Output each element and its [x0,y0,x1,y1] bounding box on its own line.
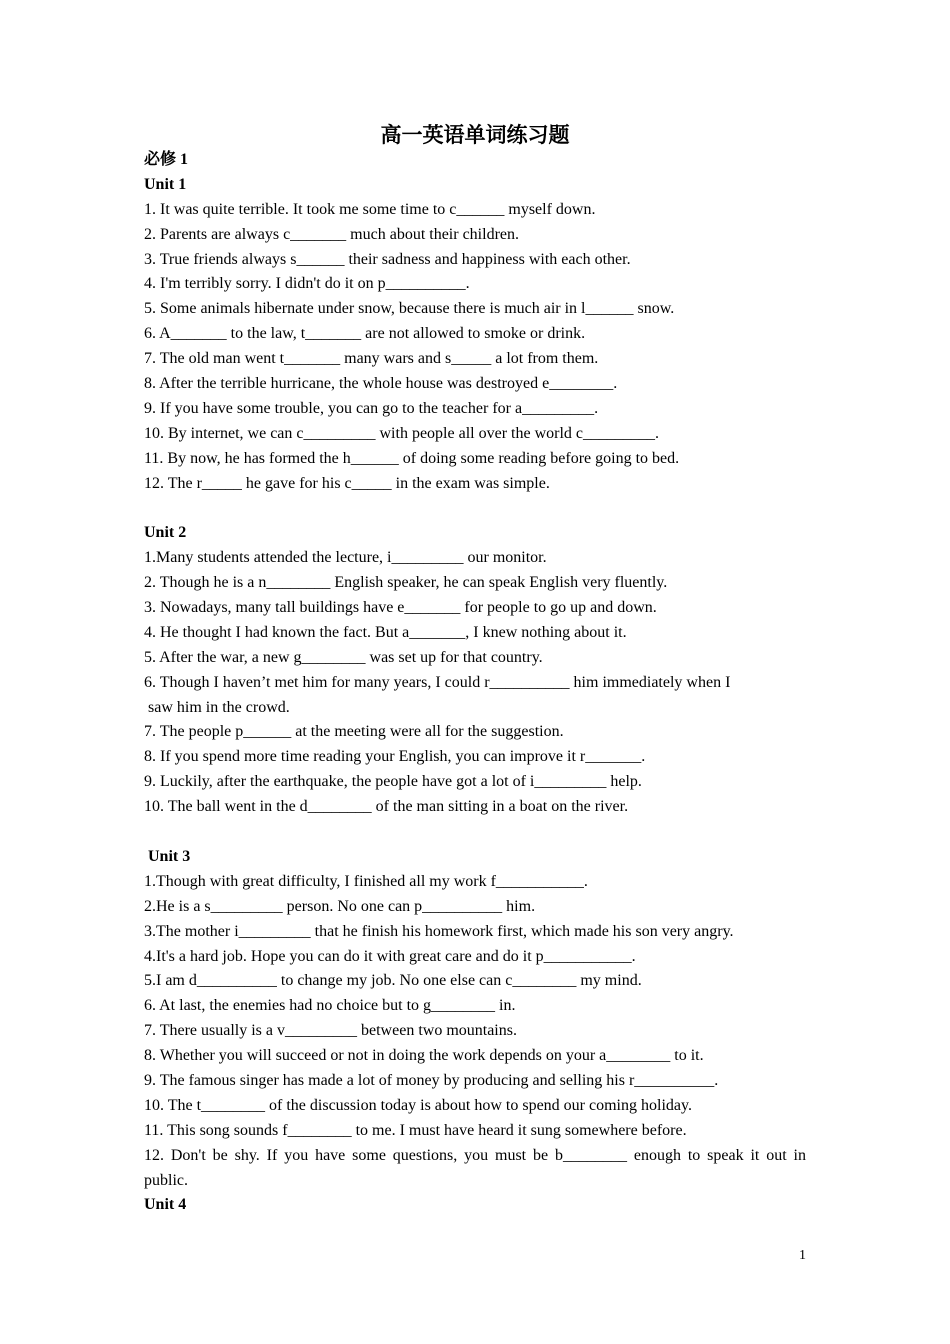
unit1-heading: Unit 1 [144,175,187,193]
unit1-item: 6. A_______ to the law, t_______ are not allowed to smoke or drink. [144,325,586,343]
unit1-item: 12. The r_____ he gave for his c_____ in the exam was simple. [144,474,550,492]
document-body [144,148,806,1218]
spacer [144,820,806,845]
unit1-item: 2. Parents are always c_______ much about their children. [144,225,519,243]
unit4-heading: Unit 4 [144,1196,187,1214]
spacer [144,496,806,521]
unit2-item: 4. He thought I had known the fact. But a_______, I knew nothing about it. [144,623,627,641]
unit3-item: 3.The mother i_________ that he finish his homework first, which made his son very angry. [144,922,734,940]
unit2-item: 1.Many students attended the lecture, i_________ our monitor. [144,549,547,567]
unit1-item: 1. It was quite terrible. It took me some time to c______ myself down. [144,200,596,218]
unit2-heading: Unit 2 [144,524,187,542]
unit1-item: 4. I'm terribly sorry. I didn't do it on p__________. [144,275,470,293]
unit2-item: 2. Though he is a n________ English speaker, he can speak English very fluently. [144,574,668,592]
unit2-item: 8. If you spend more time reading your English, you can improve it r_______. [144,748,646,766]
unit1-item: 10. By internet, we can c_________ with people all over the world c_________. [144,424,659,442]
unit3-item: 8. Whether you will succeed or not in doing the work depends on your a________ to it. [144,1047,704,1065]
document-title: 高一英语单词练习题 [380,122,570,147]
unit1-item: 5. Some animals hibernate under snow, because there is much air in l______ snow. [144,300,675,318]
unit3-item: 1.Though with great difficulty, I finished all my work f___________. [144,872,588,890]
unit3-item: 5.I am d__________ to change my job. No one else can c________ my mind. [144,972,642,990]
unit1-item: 7. The old man went t_______ many wars and s_____ a lot from them. [144,350,599,368]
unit3-item: 12. Don't be shy. If you have some questions, you must be b________ enough to speak it out in [144,1146,806,1164]
unit3-item: 2.He is a s_________ person. No one can p__________ him. [144,897,536,915]
unit3-heading: Unit 3 [148,847,191,865]
unit3-item: 9. The famous singer has made a lot of money by producing and selling his r__________. [144,1071,719,1089]
unit2-item: 3. Nowadays, many tall buildings have e_______ for people to go up and down. [144,599,657,617]
unit3-item: 7. There usually is a v_________ between two mountains. [144,1022,517,1040]
unit2-item: 9. Luckily, after the earthquake, the people have got a lot of i_________ help. [144,773,642,791]
book-label: 必修 1 [144,151,189,168]
unit3-item: 10. The t________ of the discussion today is about how to spend our coming holiday. [144,1096,692,1114]
unit2-item: 5. After the war, a new g________ was set up for that country. [144,648,543,666]
unit2-item: 6. Though I haven’t met him for many years, I could r__________ him immediately when I [144,673,731,691]
unit3-item-continuation: public. [144,1171,188,1189]
unit1-item: 3. True friends always s______ their sadness and happiness with each other. [144,250,631,268]
unit2-item: 10. The ball went in the d________ of the man sitting in a boat on the river. [144,798,629,816]
unit2-item: 7. The people p______ at the meeting were all for the suggestion. [144,723,564,741]
unit3-item: 4.It's a hard job. Hope you can do it with great care and do it p___________. [144,947,636,965]
unit1-item: 11. By now, he has formed the h______ of doing some reading before going to bed. [144,449,680,467]
unit3-item: 11. This song sounds f________ to me. I must have heard it sung somewhere before. [144,1121,687,1139]
unit1-item: 9. If you have some trouble, you can go to the teacher for a_________. [144,399,599,417]
unit2-item-continuation: saw him in the crowd. [148,698,290,716]
unit3-item: 6. At last, the enemies had no choice but to g________ in. [144,997,516,1015]
unit1-item: 8. After the terrible hurricane, the whole house was destroyed e________. [144,375,618,393]
page-number: 1 [799,1248,806,1263]
